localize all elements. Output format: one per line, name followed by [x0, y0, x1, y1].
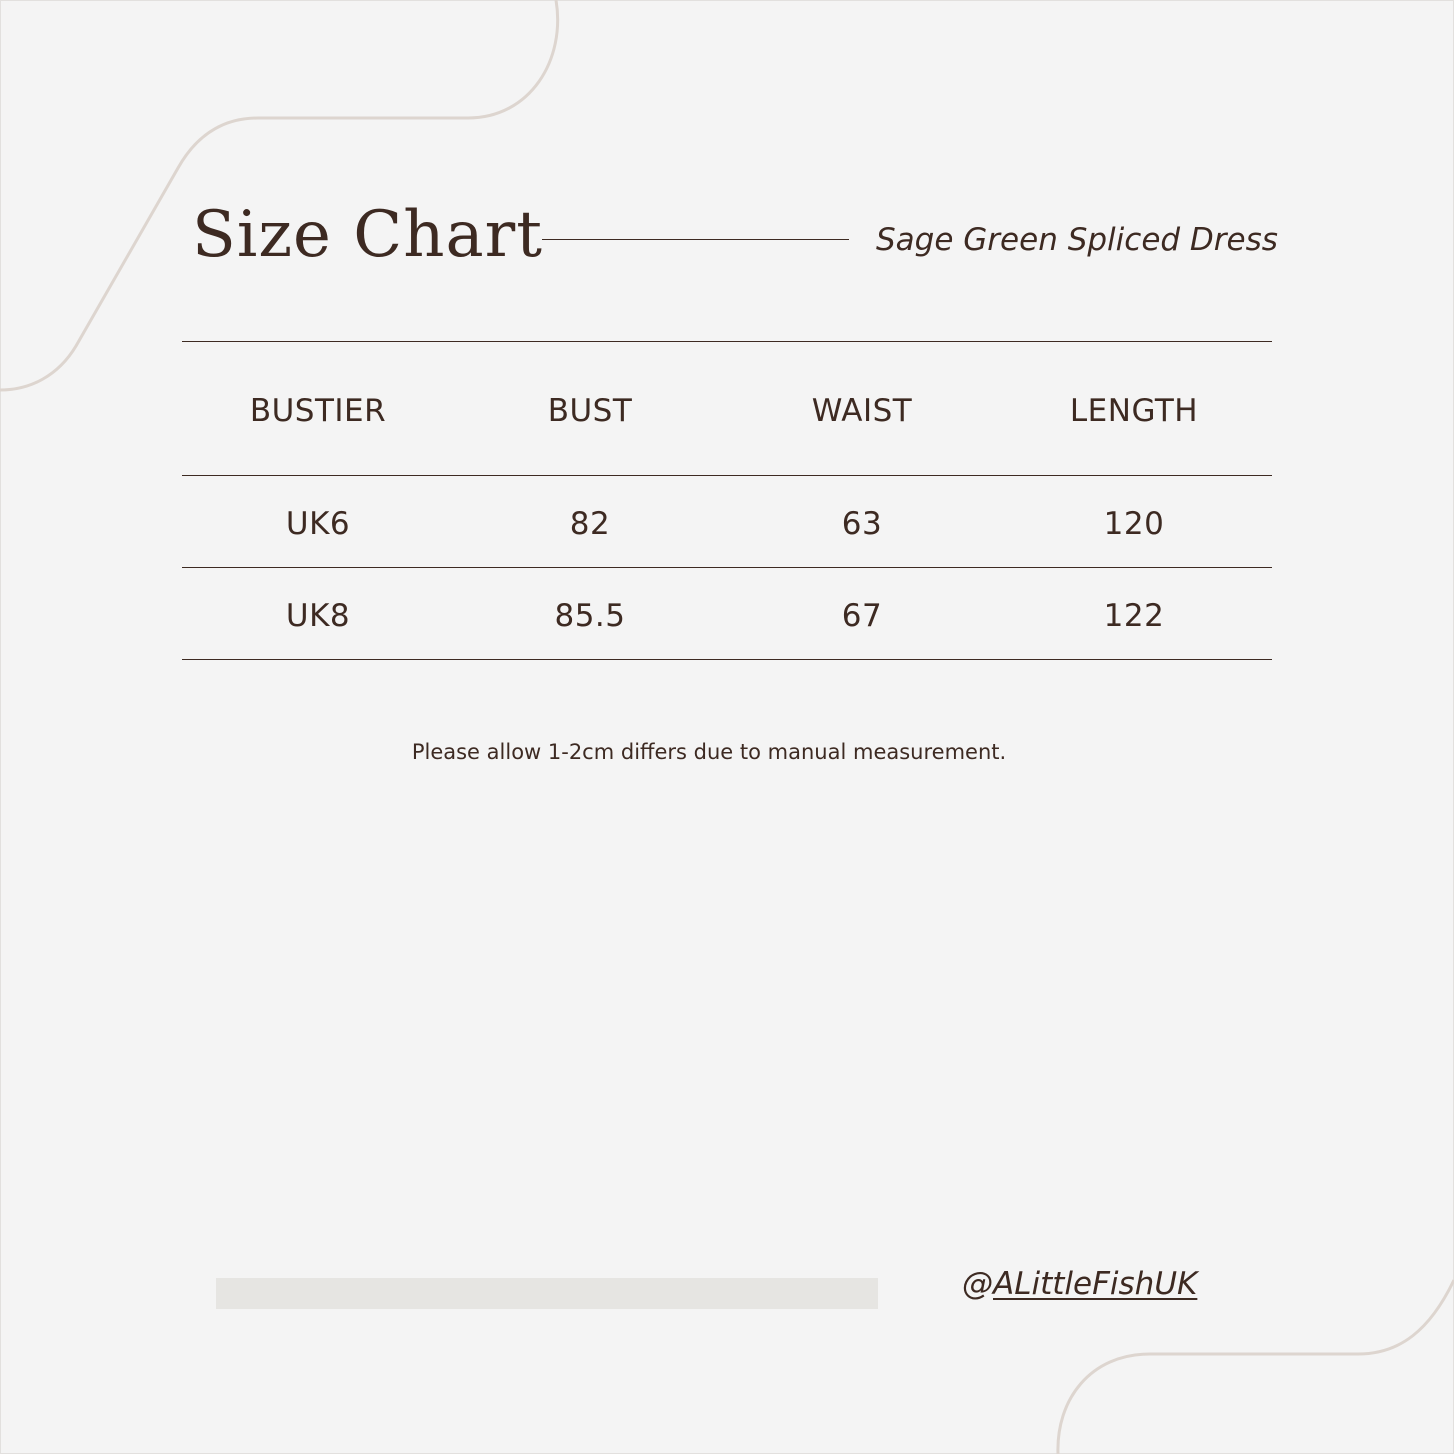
table-cell-length: 122	[1103, 597, 1165, 634]
column-header-bust: BUST	[547, 392, 633, 429]
table-cell-waist: 67	[841, 597, 883, 634]
table-row	[182, 568, 1272, 660]
title-divider	[542, 239, 849, 240]
footer-bar	[216, 1278, 878, 1309]
table-cell-waist: 63	[841, 505, 883, 542]
table-row	[182, 476, 1272, 568]
page-title: Size Chart	[192, 198, 543, 272]
table-header-row	[182, 342, 1272, 476]
product-name: Sage Green Spliced Dress	[876, 222, 1278, 258]
bottom-right-curve	[1058, 1280, 1454, 1454]
measurement-note: Please allow 1-2cm differs due to manual measurement.	[411, 740, 1007, 764]
table-cell-bust: 82	[569, 505, 611, 542]
handle-at-sign: @	[962, 1266, 993, 1302]
table-cell-bust: 85.5	[554, 597, 626, 634]
table-cell-length: 120	[1103, 505, 1165, 542]
column-header-waist: WAIST	[811, 392, 913, 429]
social-handle-link[interactable]	[962, 1266, 1197, 1302]
handle-name: ALittleFishUK	[993, 1266, 1198, 1302]
size-table	[182, 341, 1272, 660]
table-cell-size: UK8	[285, 597, 351, 634]
column-header-length: LENGTH	[1069, 392, 1199, 429]
column-header-bustier: BUSTIER	[249, 392, 387, 429]
table-cell-size: UK6	[285, 505, 351, 542]
